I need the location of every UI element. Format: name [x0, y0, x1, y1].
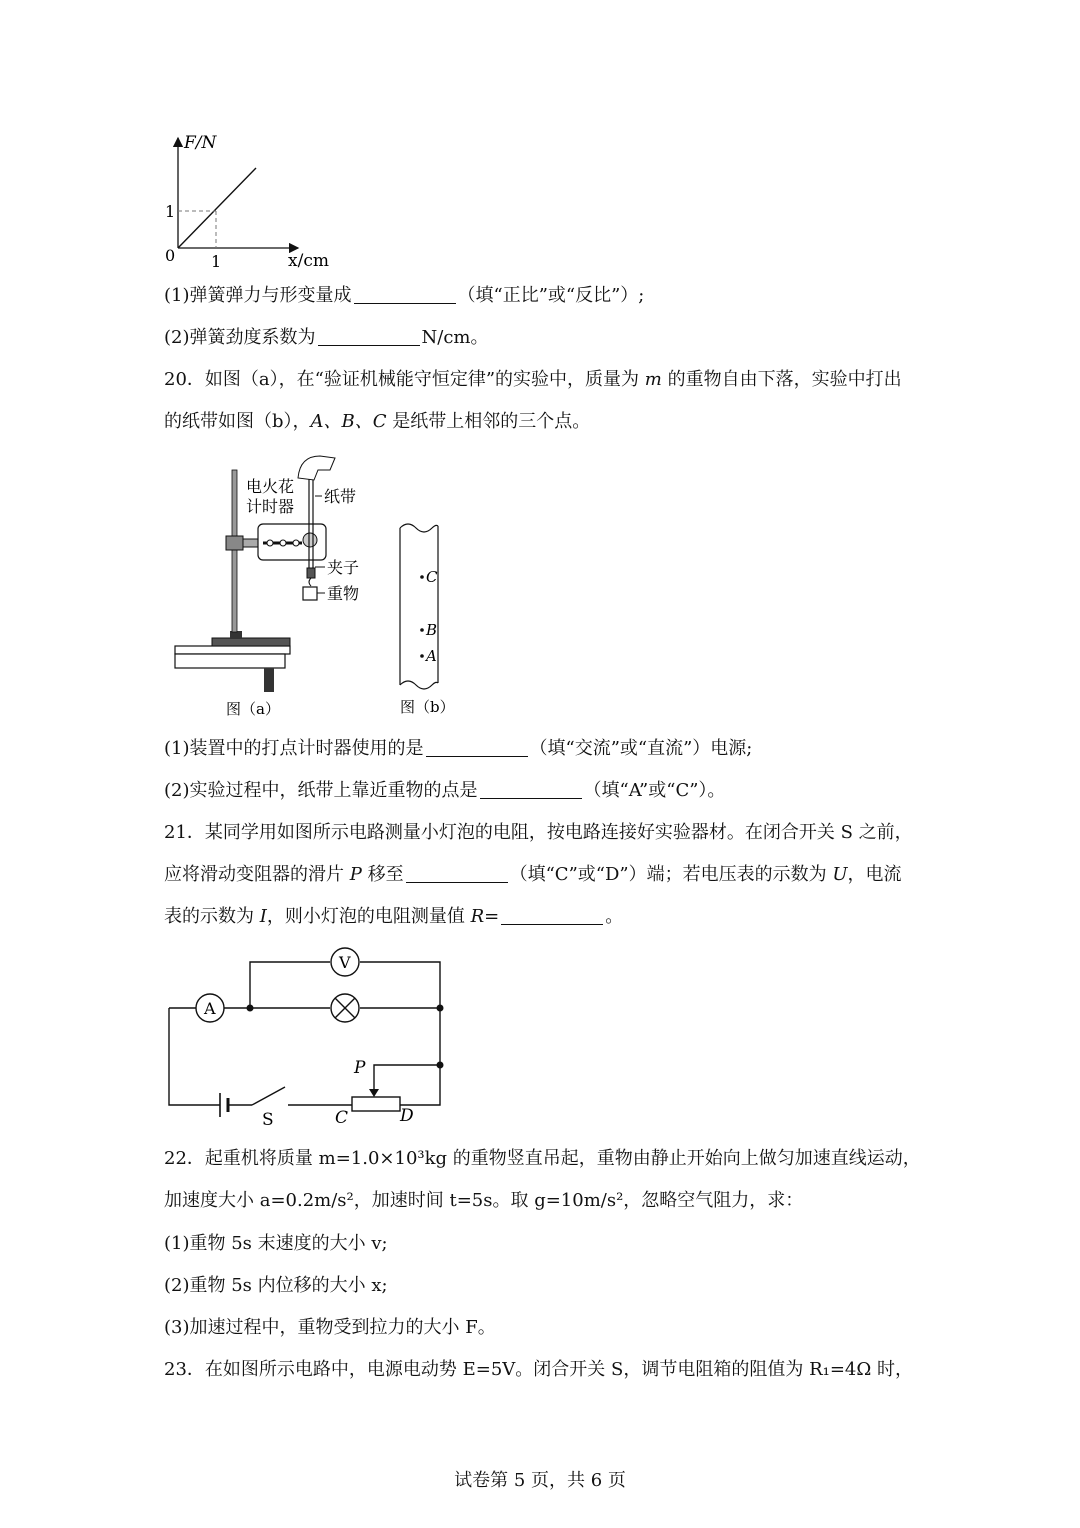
- point-c-dot: [420, 575, 424, 579]
- rheostat: [352, 1097, 400, 1111]
- point-b-label: B: [426, 621, 438, 639]
- q21-stem-line2: 应将滑动变阻器的滑片 P 移至 （填“C”或“D”）端；若电压表的示数为 U，电流: [164, 864, 902, 885]
- answer-blank[interactable]: [426, 738, 528, 757]
- q19-part1: (1)弹簧弹力与形变量成 （填“正比”或“反比”）;: [164, 285, 645, 306]
- ammeter-label: A: [204, 999, 216, 1018]
- end-d-label: D: [400, 1106, 414, 1126]
- circuit-diagram: [160, 945, 460, 1130]
- q22-part2: (2)重物 5s 内位移的大小 x;: [164, 1275, 388, 1296]
- figure-a-caption: 图（a）: [226, 700, 280, 718]
- slider-wire: [374, 1065, 440, 1095]
- voltmeter-label: V: [339, 953, 351, 972]
- switch-blade: [252, 1087, 285, 1105]
- figure-b-caption: 图（b）: [400, 698, 455, 716]
- answer-blank[interactable]: [406, 864, 508, 883]
- answer-blank[interactable]: [354, 285, 456, 304]
- weight-block: [303, 587, 317, 600]
- answer-blank[interactable]: [480, 780, 582, 799]
- timer-label-2: 计时器: [246, 497, 295, 516]
- stand-rod: [232, 470, 237, 632]
- cross-clamp: [226, 536, 243, 550]
- page-footer: 试卷第 5 页，共 6 页: [454, 1470, 626, 1491]
- point-a-dot: [420, 654, 424, 658]
- q20-part1: (1)装置中的打点计时器使用的是 （填“交流”或“直流”）电源;: [164, 738, 753, 759]
- answer-blank[interactable]: [318, 327, 420, 346]
- y-axis-label: F/N: [184, 133, 217, 153]
- timer-label-1: 电火花: [246, 477, 295, 496]
- figure-a-apparatus: [170, 448, 370, 723]
- table-edge: [175, 654, 285, 668]
- q21-stem-line3: 表的示数为 I，则小灯泡的电阻测量值 R= 。: [164, 906, 624, 927]
- point-c-label: C: [426, 568, 438, 586]
- table-top: [175, 646, 290, 654]
- table-leg: [264, 668, 274, 692]
- clip-label: 夹子: [327, 558, 360, 577]
- q21-stem-line1: 21．某同学用如图所示电路测量小灯泡的电阻，按电路连接好实验器材。在闭合开关 S 之前，: [164, 822, 913, 843]
- q20-part2: (2)实验过程中，纸带上靠近重物的点是 （填“A”或“C”）。: [164, 780, 726, 801]
- point-a-label: A: [426, 647, 437, 665]
- point-b-dot: [420, 628, 424, 632]
- slider-label: P: [354, 1058, 366, 1078]
- q22-part1: (1)重物 5s 末速度的大小 v;: [164, 1233, 388, 1254]
- origin-label: 0: [165, 246, 176, 265]
- figure-b-tape: [390, 520, 470, 720]
- weight-label: 重物: [327, 584, 360, 603]
- slider-arrow: [369, 1089, 379, 1097]
- answer-blank[interactable]: [501, 906, 603, 925]
- tape-label: 纸带: [324, 487, 357, 506]
- force-extension-graph: [160, 128, 340, 273]
- q20-stem-line1: 20．如图（a），在“验证机械能守恒定律”的实验中，质量为 m 的重物自由下落，实验中打出: [164, 369, 902, 390]
- x-axis-label: x/cm: [288, 251, 329, 271]
- q19-part2: (2)弹簧劲度系数为 N/cm。: [164, 327, 489, 348]
- hand-icon: [298, 456, 335, 480]
- q20-stem-line2: 的纸带如图（b），A、B、C 是纸带上相邻的三个点。: [164, 411, 591, 432]
- stand-base: [212, 638, 290, 646]
- x-tick-label: 1: [211, 252, 222, 271]
- q22-stem-line1: 22．起重机将质量 m=1.0×10³kg 的重物竖直吊起，重物由静止开始向上做匀加速直线运动，: [164, 1148, 921, 1169]
- clip: [307, 568, 315, 578]
- q22-stem-line2: 加速度大小 a=0.2m/s²，加速时间 t=5s。取 g=10m/s²，忽略空气阻力，求：: [164, 1190, 804, 1211]
- switch-label: S: [262, 1110, 274, 1130]
- y-tick-label: 1: [165, 202, 176, 221]
- q23-stem-line1: 23．在如图所示电路中，电源电动势 E=5V。闭合开关 S，调节电阻箱的阻值为 R₁=4Ω 时，: [164, 1359, 914, 1380]
- end-c-label: C: [335, 1108, 349, 1128]
- q22-part3: (3)加速过程中，重物受到拉力的大小 F。: [164, 1317, 496, 1338]
- force-line: [178, 168, 256, 248]
